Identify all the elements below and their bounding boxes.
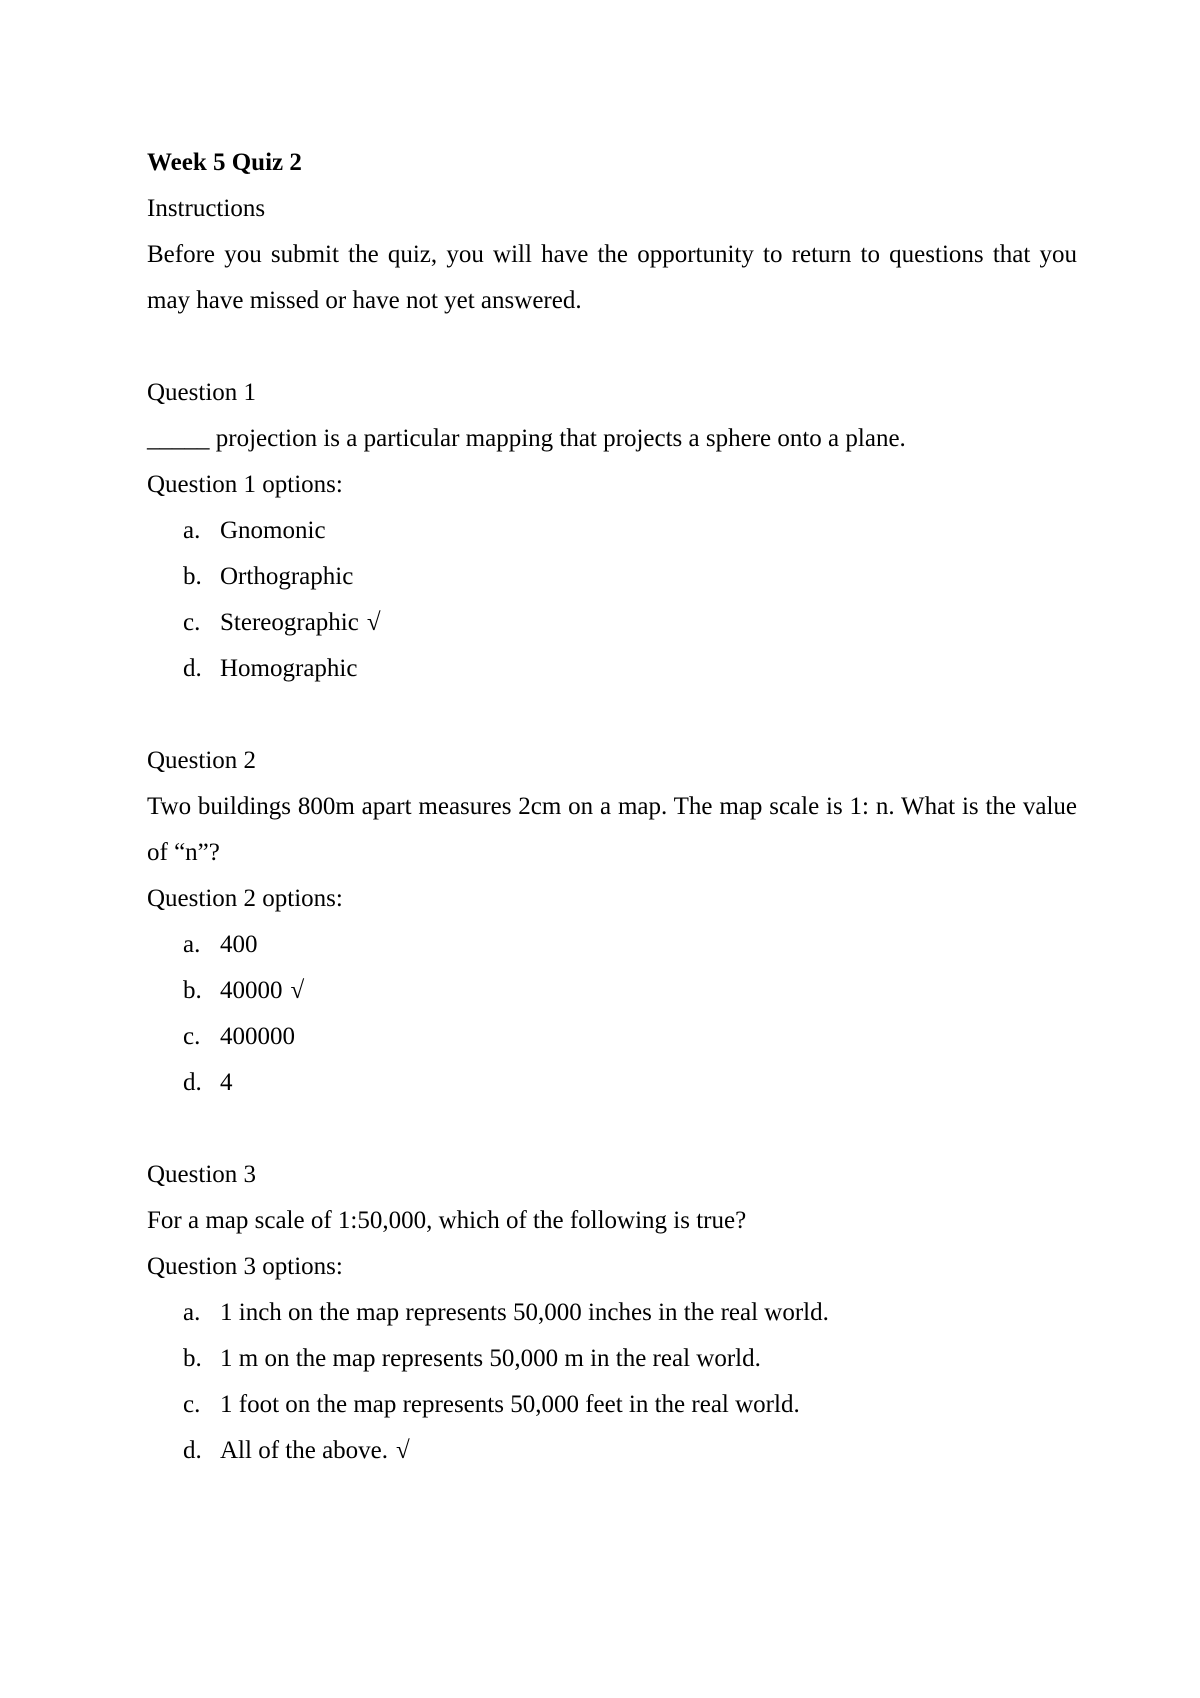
question-3 <box>147 1152 1077 1474</box>
option-letter: b. <box>183 1345 202 1372</box>
page-title: Week 5 Quiz 2 <box>147 149 302 176</box>
option-item <box>147 600 1077 646</box>
option-letter: d. <box>183 1069 202 1096</box>
spacer <box>147 1106 1077 1152</box>
question-text: _____ projection is a particular mapping that projects a sphere onto a plane. <box>147 425 906 452</box>
option-item <box>147 1428 1077 1474</box>
question-2 <box>147 738 1077 1106</box>
option-item <box>147 968 1077 1014</box>
document-body <box>147 140 1077 1474</box>
option-text: 400 <box>220 931 258 958</box>
spacer <box>147 692 1077 738</box>
question-text: For a map scale of 1:50,000, which of the following is true? <box>147 1207 747 1234</box>
option-item <box>147 1336 1077 1382</box>
option-letter: b. <box>183 977 202 1004</box>
option-item <box>147 646 1077 692</box>
options-heading: Question 2 options: <box>147 885 343 912</box>
instructions-heading: Instructions <box>147 195 266 222</box>
question-heading: Question 3 <box>147 1161 257 1188</box>
option-text: 1 m on the map represents 50,000 m in the real world. <box>220 1345 761 1372</box>
option-item <box>147 922 1077 968</box>
option-letter: d. <box>183 1437 202 1464</box>
option-text: All of the above. <box>220 1437 389 1464</box>
question-1 <box>147 370 1077 692</box>
option-item <box>147 554 1077 600</box>
option-letter: b. <box>183 563 202 590</box>
option-text: 1 foot on the map represents 50,000 feet in the real world. <box>220 1391 800 1418</box>
option-item <box>147 1060 1077 1106</box>
question-heading: Question 1 <box>147 379 257 406</box>
option-text: Gnomonic <box>220 517 326 544</box>
options-list <box>147 508 1077 692</box>
options-heading: Question 1 options: <box>147 471 343 498</box>
spacer <box>147 324 1077 370</box>
option-item <box>147 1014 1077 1060</box>
check-mark-icon: √ <box>396 1437 410 1464</box>
option-letter: a. <box>183 931 201 958</box>
option-letter: c. <box>183 1023 201 1050</box>
option-text: 1 inch on the map represents 50,000 inches in the real world. <box>220 1299 829 1326</box>
option-text: 40000 <box>220 977 283 1004</box>
option-text: 400000 <box>220 1023 295 1050</box>
options-heading: Question 3 options: <box>147 1253 343 1280</box>
options-list <box>147 922 1077 1106</box>
option-letter: c. <box>183 1391 201 1418</box>
question-text: Two buildings 800m apart measures 2cm on a map. The map scale is 1: n. What is the value of “n”? <box>147 793 1077 866</box>
option-text: Homographic <box>220 655 358 682</box>
option-text: Stereographic <box>220 609 359 636</box>
check-mark-icon: √ <box>366 609 381 636</box>
option-item <box>147 1290 1077 1336</box>
options-list <box>147 1290 1077 1474</box>
option-item <box>147 1382 1077 1428</box>
option-item <box>147 508 1077 554</box>
option-letter: a. <box>183 1299 201 1326</box>
instructions-text: Before you submit the quiz, you will have the opportunity to return to questions that you may have missed or have not yet answered. <box>147 241 1077 314</box>
option-letter: a. <box>183 517 201 544</box>
option-text: Orthographic <box>220 563 354 590</box>
option-letter: d. <box>183 655 202 682</box>
option-letter: c. <box>183 609 201 636</box>
question-heading: Question 2 <box>147 747 257 774</box>
check-mark-icon: √ <box>290 977 305 1004</box>
option-text: 4 <box>220 1069 233 1096</box>
